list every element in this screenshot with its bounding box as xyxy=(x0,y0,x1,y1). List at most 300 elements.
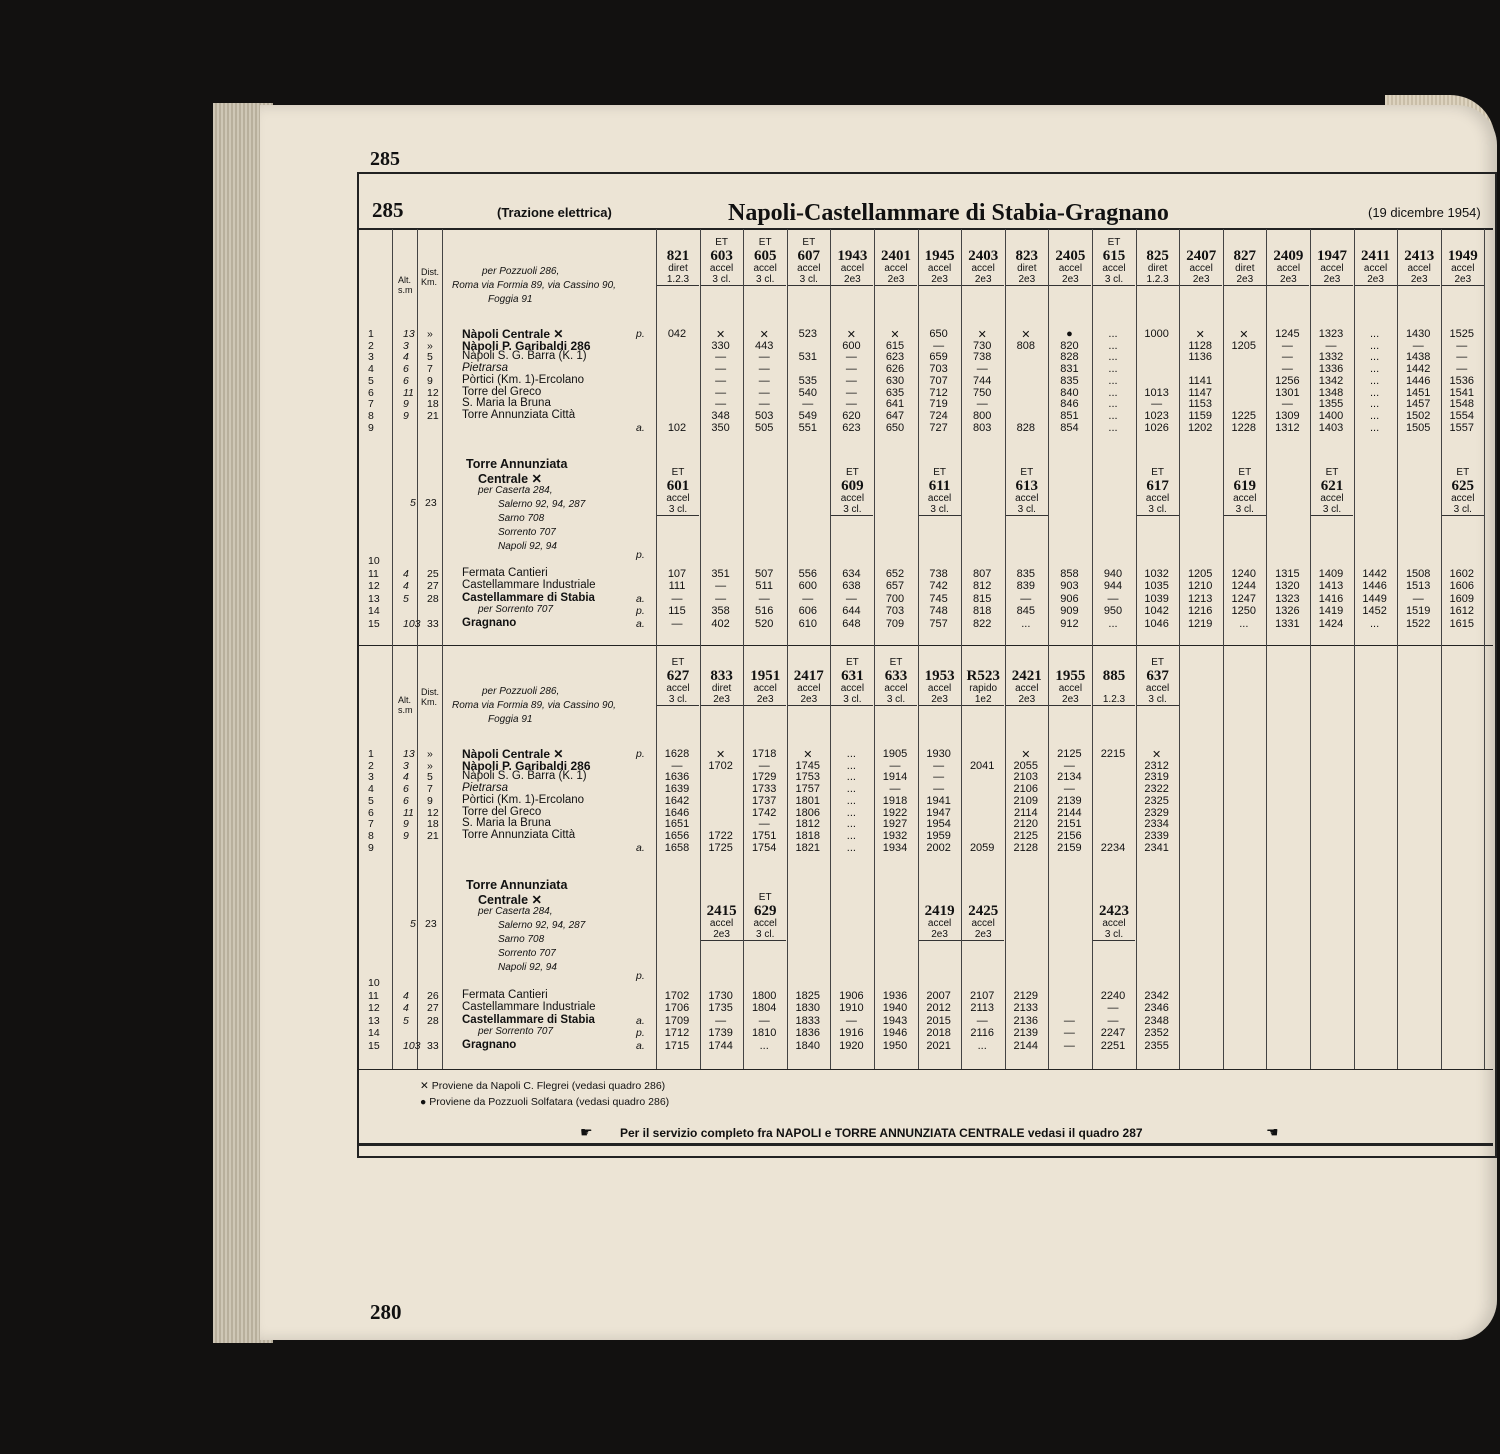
time-cell: 828 xyxy=(1016,421,1035,434)
time-cell: 851 xyxy=(1060,409,1079,422)
time-cell: — xyxy=(845,363,857,376)
station-km: 23 xyxy=(425,497,437,509)
train-type xyxy=(1137,238,1179,249)
time-cell: 709 xyxy=(885,617,905,630)
time-cell: 1336 xyxy=(1318,363,1344,376)
train-number: 629 xyxy=(753,902,777,919)
train-header xyxy=(657,468,699,516)
time-cell: 1256 xyxy=(1275,374,1300,387)
time-cell: 2319 xyxy=(1144,771,1169,784)
train-header xyxy=(744,893,786,941)
train-number: 1943 xyxy=(837,247,868,264)
train-category: accel xyxy=(1058,683,1083,695)
train-number: 821 xyxy=(666,247,690,264)
time-cell: — xyxy=(715,592,727,605)
train-type: ET xyxy=(758,892,772,903)
train-header xyxy=(701,658,743,706)
row-number: 7 xyxy=(368,818,374,831)
train-header xyxy=(875,658,917,706)
train-number: 2411 xyxy=(1361,247,1391,264)
time-cell: 1656 xyxy=(664,829,690,842)
train-category: accel xyxy=(753,263,777,275)
time-cell: 2103 xyxy=(1013,771,1039,784)
station-km: 33 xyxy=(427,1039,439,1052)
time-cell: 1403 xyxy=(1318,421,1344,434)
time-cell: — xyxy=(976,1014,988,1027)
time-cell: 1312 xyxy=(1275,421,1300,434)
arrival-departure: a. xyxy=(636,1039,645,1052)
train-number: 607 xyxy=(797,247,821,264)
time-cell: 1910 xyxy=(839,1002,864,1014)
column-rule xyxy=(442,229,443,1069)
station-km: 9 xyxy=(427,374,433,387)
train-category: diret xyxy=(1147,263,1168,275)
time-cell: 2120 xyxy=(1013,818,1039,831)
station-km: » xyxy=(427,748,433,760)
time-cell: 812 xyxy=(973,580,992,592)
time-cell: 1525 xyxy=(1449,328,1475,340)
train-type xyxy=(701,658,743,669)
time-cell: 648 xyxy=(842,617,861,630)
train-class: 3 cl. xyxy=(701,275,743,287)
train-type xyxy=(1442,238,1484,249)
time-cell: 443 xyxy=(755,339,774,352)
time-cell: 1332 xyxy=(1318,351,1344,364)
station-name: Centrale ✕ xyxy=(478,893,542,907)
time-cell: 2352 xyxy=(1144,1027,1169,1039)
train-type: ET xyxy=(846,657,859,668)
time-cell: — xyxy=(671,759,683,772)
time-cell: ✕ xyxy=(715,749,726,761)
time-cell: 1331 xyxy=(1275,617,1300,630)
time-cell: 630 xyxy=(885,374,905,387)
time-cell: 1457 xyxy=(1405,398,1431,411)
time-cell: 1706 xyxy=(664,1002,690,1014)
arrival-departure: a. xyxy=(636,592,645,605)
time-cell: 540 xyxy=(798,386,817,399)
time-cell: 828 xyxy=(1060,351,1079,364)
time-cell: 623 xyxy=(885,351,905,364)
time-cell: 1228 xyxy=(1231,421,1257,434)
time-cell: 1930 xyxy=(926,748,951,760)
time-cell: ... xyxy=(1108,363,1118,376)
time-cell: ✕ xyxy=(1151,749,1162,761)
time-cell: 1628 xyxy=(664,748,690,760)
station-name: Pòrtici (Km. 1)-Ercolano xyxy=(462,793,585,806)
station-km: 28 xyxy=(427,592,439,605)
train-class: 2e3 xyxy=(1006,275,1048,287)
time-cell: 707 xyxy=(929,374,948,387)
time-cell: 1013 xyxy=(1144,386,1169,399)
train-type: ET xyxy=(889,657,903,668)
train-category: accel xyxy=(753,918,777,930)
time-cell: — xyxy=(1151,398,1163,411)
row-number: 13 xyxy=(368,1014,380,1027)
connection-note: Sarno 708 xyxy=(498,513,545,524)
time-cell: 1039 xyxy=(1144,592,1169,605)
time-cell: 535 xyxy=(798,374,817,387)
time-cell: ... xyxy=(846,829,856,842)
time-cell: 1936 xyxy=(882,989,908,1002)
time-cell: 1715 xyxy=(664,1039,690,1052)
station-km: 21 xyxy=(427,409,439,422)
station-km: » xyxy=(427,328,433,340)
train-header xyxy=(962,658,1004,706)
section-rule xyxy=(357,645,1493,646)
train-number: 619 xyxy=(1233,477,1257,494)
time-cell: 845 xyxy=(1016,605,1035,617)
train-header xyxy=(1006,238,1048,286)
train-header xyxy=(1224,468,1266,516)
station-altitude: 4 xyxy=(403,580,409,592)
station-km: 33 xyxy=(427,617,439,630)
train-category: accel xyxy=(797,683,821,695)
time-cell: 2240 xyxy=(1100,989,1126,1002)
time-cell: 348 xyxy=(711,409,730,422)
train-category: diret xyxy=(711,683,732,695)
time-cell: ... xyxy=(1370,398,1380,411)
train-type xyxy=(744,658,786,669)
header-rule xyxy=(357,228,1493,230)
train-class: 3 cl. xyxy=(919,505,961,517)
time-cell: 1557 xyxy=(1449,421,1475,434)
traction-note: (Trazione elettrica) xyxy=(497,205,612,220)
time-cell: — xyxy=(933,783,945,796)
train-type xyxy=(1267,238,1309,249)
train-number: 617 xyxy=(1146,477,1169,494)
time-cell: — xyxy=(845,592,857,605)
train-header xyxy=(831,468,873,516)
table-title: Napoli-Castellammare di Stabia-Gragnano xyxy=(728,200,1169,226)
time-cell: 615 xyxy=(885,339,905,352)
time-cell: — xyxy=(1107,592,1119,605)
train-number: R523 xyxy=(966,667,1000,684)
time-cell: 115 xyxy=(668,605,686,617)
time-cell: ... xyxy=(1370,409,1380,422)
station-altitude: 3 xyxy=(403,339,409,352)
station-name: Torre Annunziata Città xyxy=(462,408,576,421)
station-km: 5 xyxy=(427,771,433,784)
time-cell: 748 xyxy=(929,605,948,617)
time-cell: 700 xyxy=(885,592,905,605)
time-cell: 1646 xyxy=(664,806,690,819)
time-cell: — xyxy=(933,771,945,784)
train-class: 1.2.3 xyxy=(657,275,699,287)
time-cell: 738 xyxy=(929,567,948,580)
time-cell: 1000 xyxy=(1144,328,1169,340)
time-cell: 1918 xyxy=(882,794,908,807)
train-header xyxy=(919,658,961,706)
station-name: Torre del Greco xyxy=(462,805,542,818)
time-cell: 1615 xyxy=(1449,617,1475,630)
train-header xyxy=(701,893,743,941)
train-type xyxy=(962,658,1004,669)
train-class: 3 cl. xyxy=(875,695,917,707)
connection-note: Napoli 92, 94 xyxy=(498,541,557,552)
time-cell: 2342 xyxy=(1144,989,1169,1002)
train-category: accel xyxy=(927,493,952,505)
row-number: 4 xyxy=(368,783,374,796)
train-category: accel xyxy=(797,263,821,275)
train-class: 3 cl. xyxy=(1137,695,1179,707)
train-category: accel xyxy=(927,918,952,930)
station-altitude: 9 xyxy=(403,829,409,842)
time-cell: — xyxy=(758,759,770,772)
connection-note: Sorrento 707 xyxy=(498,527,556,538)
time-cell: ... xyxy=(1370,351,1380,364)
train-type: ET xyxy=(1020,467,1034,478)
train-type xyxy=(1006,658,1048,669)
time-cell: 1950 xyxy=(882,1039,908,1052)
time-cell: 2007 xyxy=(926,989,951,1002)
time-cell: 703 xyxy=(885,605,905,617)
time-cell: 657 xyxy=(885,580,905,592)
time-cell: ... xyxy=(846,759,856,772)
row-number: 8 xyxy=(368,409,374,422)
time-cell: ... xyxy=(1108,398,1118,411)
time-cell: 1729 xyxy=(751,771,777,784)
time-cell: 808 xyxy=(1016,339,1035,352)
station-altitude: 103 xyxy=(403,1039,421,1052)
train-class: 2e3 xyxy=(1355,275,1397,287)
train-number: 2407 xyxy=(1186,247,1217,264)
time-cell: 1801 xyxy=(795,794,821,807)
arrival-departure: a. xyxy=(636,617,645,630)
time-cell: 503 xyxy=(755,409,774,422)
train-header xyxy=(1137,468,1179,516)
train-header xyxy=(962,238,1004,286)
time-cell: 818 xyxy=(973,605,992,617)
station-km: 25 xyxy=(427,567,439,580)
train-number: 833 xyxy=(710,667,733,684)
footnote-solfatara: ● Proviene da Pozzuoli Solfatara (vedasi quadro 286) xyxy=(420,1096,670,1108)
train-class: 1.2.3 xyxy=(1093,695,1135,707)
train-class: 2e3 xyxy=(1442,275,1484,287)
time-cell: — xyxy=(1107,1002,1119,1014)
time-cell: 2139 xyxy=(1057,794,1082,807)
time-cell: — xyxy=(802,398,814,411)
time-cell: — xyxy=(1281,398,1293,411)
time-cell: 1326 xyxy=(1275,605,1300,617)
time-cell: ✕ xyxy=(977,329,987,341)
train-class: 3 cl. xyxy=(744,930,786,942)
row-number: 4 xyxy=(368,363,374,376)
train-category: accel xyxy=(927,683,952,695)
time-cell: 800 xyxy=(973,409,992,422)
station-altitude: 4 xyxy=(403,351,409,364)
train-category: diret xyxy=(1235,263,1255,275)
time-cell: 858 xyxy=(1060,567,1079,580)
time-cell: — xyxy=(845,351,857,364)
time-cell: ✕ xyxy=(890,329,900,341)
station-name: Nàpoli P. Garibaldi 286 xyxy=(462,758,591,773)
time-cell: 1023 xyxy=(1144,409,1169,422)
train-type xyxy=(919,658,961,669)
time-cell: 1205 xyxy=(1231,339,1257,352)
train-header xyxy=(919,238,961,286)
time-cell: 1355 xyxy=(1318,398,1344,411)
train-type: ET xyxy=(1151,657,1164,668)
time-cell: 2251 xyxy=(1100,1039,1126,1052)
time-cell: 358 xyxy=(711,605,730,617)
time-cell: 1032 xyxy=(1144,567,1169,580)
time-cell: 2136 xyxy=(1013,1014,1039,1027)
time-cell: — xyxy=(1281,351,1293,364)
time-cell: 634 xyxy=(842,567,861,580)
time-cell: 2125 xyxy=(1013,829,1039,842)
time-cell: ... xyxy=(1370,363,1380,376)
train-category: accel xyxy=(1102,918,1126,930)
time-cell: 2334 xyxy=(1144,818,1169,831)
connection-note-1: per Pozzuoli 286, xyxy=(482,686,560,697)
train-type: ET xyxy=(933,467,946,478)
row-number: 5 xyxy=(368,794,374,807)
train-header xyxy=(1398,238,1440,286)
time-cell: — xyxy=(715,398,727,411)
time-cell: 620 xyxy=(842,409,861,422)
train-category: accel xyxy=(1015,493,1039,505)
time-cell: 1342 xyxy=(1318,374,1344,387)
time-cell: 1612 xyxy=(1449,605,1475,617)
time-cell: 1737 xyxy=(751,794,777,807)
time-cell: 647 xyxy=(885,409,905,422)
time-cell: 2134 xyxy=(1057,771,1082,784)
arrival-departure: a. xyxy=(636,1014,645,1027)
time-cell: ... xyxy=(846,748,856,760)
time-cell: 1505 xyxy=(1405,421,1431,434)
train-class: 2e3 xyxy=(1224,275,1266,287)
time-cell: 2312 xyxy=(1144,759,1169,772)
time-cell: — xyxy=(845,374,857,387)
time-cell: 1906 xyxy=(839,989,864,1002)
time-cell: 1810 xyxy=(751,1027,777,1039)
arrival-departure: p. xyxy=(636,605,645,617)
time-cell: 505 xyxy=(755,421,774,434)
station-altitude: 6 xyxy=(403,374,409,387)
time-cell: 1035 xyxy=(1144,580,1169,592)
time-cell: 1744 xyxy=(708,1039,733,1052)
train-type xyxy=(919,893,961,904)
train-type: ET xyxy=(1151,467,1164,478)
train-number: 2417 xyxy=(793,667,824,684)
time-cell: 549 xyxy=(798,409,817,422)
station-name: S. Maria la Bruna xyxy=(462,397,551,410)
time-cell: — xyxy=(758,374,770,387)
time-cell: 350 xyxy=(711,421,730,434)
station-km: 9 xyxy=(427,794,433,807)
time-cell: — xyxy=(715,363,727,376)
time-cell: 600 xyxy=(798,580,817,592)
time-cell: 1932 xyxy=(882,829,908,842)
time-cell: 652 xyxy=(885,567,905,580)
time-cell: — xyxy=(671,592,683,605)
time-cell: 854 xyxy=(1060,421,1079,434)
train-category: accel xyxy=(666,683,690,695)
train-header xyxy=(875,238,917,286)
time-cell: — xyxy=(1063,1039,1075,1052)
time-cell: — xyxy=(671,617,683,630)
station-name: Nàpoli S. G. Barra (K. 1) xyxy=(462,770,587,783)
train-type xyxy=(962,238,1004,249)
train-header xyxy=(657,238,699,286)
station-name: Torre Annunziata xyxy=(466,878,568,892)
train-category: accel xyxy=(666,493,690,505)
time-cell: — xyxy=(889,759,901,772)
train-number: 2423 xyxy=(1099,902,1129,919)
time-cell: 2322 xyxy=(1144,783,1169,796)
train-number: 621 xyxy=(1320,477,1344,494)
station-name: Pietrarsa xyxy=(462,782,509,795)
train-class: 2e3 xyxy=(701,930,743,942)
column-rule xyxy=(1484,229,1485,1069)
time-cell: 1141 xyxy=(1188,374,1213,387)
arrival-departure: p. xyxy=(636,328,645,340)
footnote-flegrei: ✕ Proviene da Napoli C. Flegrei (vedasi quadro 286) xyxy=(420,1080,666,1092)
time-cell: — xyxy=(1412,592,1424,605)
row-number: 3 xyxy=(368,771,374,784)
time-cell: 1914 xyxy=(882,771,908,784)
row-number: 14 xyxy=(368,605,380,617)
train-category: diret xyxy=(668,263,688,275)
train-header xyxy=(657,658,699,706)
time-cell: — xyxy=(715,386,727,399)
station-name: Torre Annunziata xyxy=(466,457,568,471)
row-number: 11 xyxy=(368,989,379,1002)
page-number-top: 285 xyxy=(370,148,400,170)
station-km: 27 xyxy=(427,580,439,592)
time-cell: 2159 xyxy=(1057,841,1082,854)
train-category: accel xyxy=(1102,263,1126,275)
time-cell: 1508 xyxy=(1405,567,1431,580)
train-number: 1947 xyxy=(1317,247,1347,264)
train-header xyxy=(1006,658,1048,706)
time-cell: — xyxy=(976,398,988,411)
time-cell: 1806 xyxy=(795,806,821,819)
row-number: 6 xyxy=(368,806,374,819)
train-header xyxy=(1180,238,1222,286)
time-cell: 2018 xyxy=(926,1027,951,1039)
train-category: accel xyxy=(1363,263,1388,275)
train-class: 2e3 xyxy=(919,930,961,942)
time-cell: 2144 xyxy=(1013,1039,1039,1052)
time-cell: 2329 xyxy=(1144,806,1169,819)
train-header xyxy=(919,893,961,941)
time-cell: 2133 xyxy=(1013,1002,1039,1014)
row-number: 8 xyxy=(368,829,374,842)
train-category: accel xyxy=(1145,683,1170,695)
train-number: 627 xyxy=(666,667,690,684)
time-cell: 1446 xyxy=(1362,580,1387,592)
arrival-departure: p. xyxy=(636,1027,645,1039)
train-category: accel xyxy=(709,918,734,930)
station-altitude: 4 xyxy=(403,771,409,784)
time-cell: 1718 xyxy=(751,748,777,760)
train-number: 1953 xyxy=(924,667,955,684)
time-cell: 606 xyxy=(798,605,817,617)
station-name: Fermata Cantieri xyxy=(462,988,548,1001)
alt-header: Alt. s.m xyxy=(398,275,413,295)
station-name: Castellammare Industriale xyxy=(462,579,596,591)
connection-note: Napoli 92, 94 xyxy=(498,962,557,973)
time-cell: 1959 xyxy=(926,829,951,842)
train-class: 3 cl. xyxy=(831,505,873,517)
train-category: accel xyxy=(927,263,952,275)
time-cell: 1730 xyxy=(708,989,733,1002)
time-cell: 822 xyxy=(973,617,992,630)
train-type xyxy=(788,658,830,669)
train-number: 2425 xyxy=(968,902,999,919)
time-cell: 1651 xyxy=(664,818,690,831)
